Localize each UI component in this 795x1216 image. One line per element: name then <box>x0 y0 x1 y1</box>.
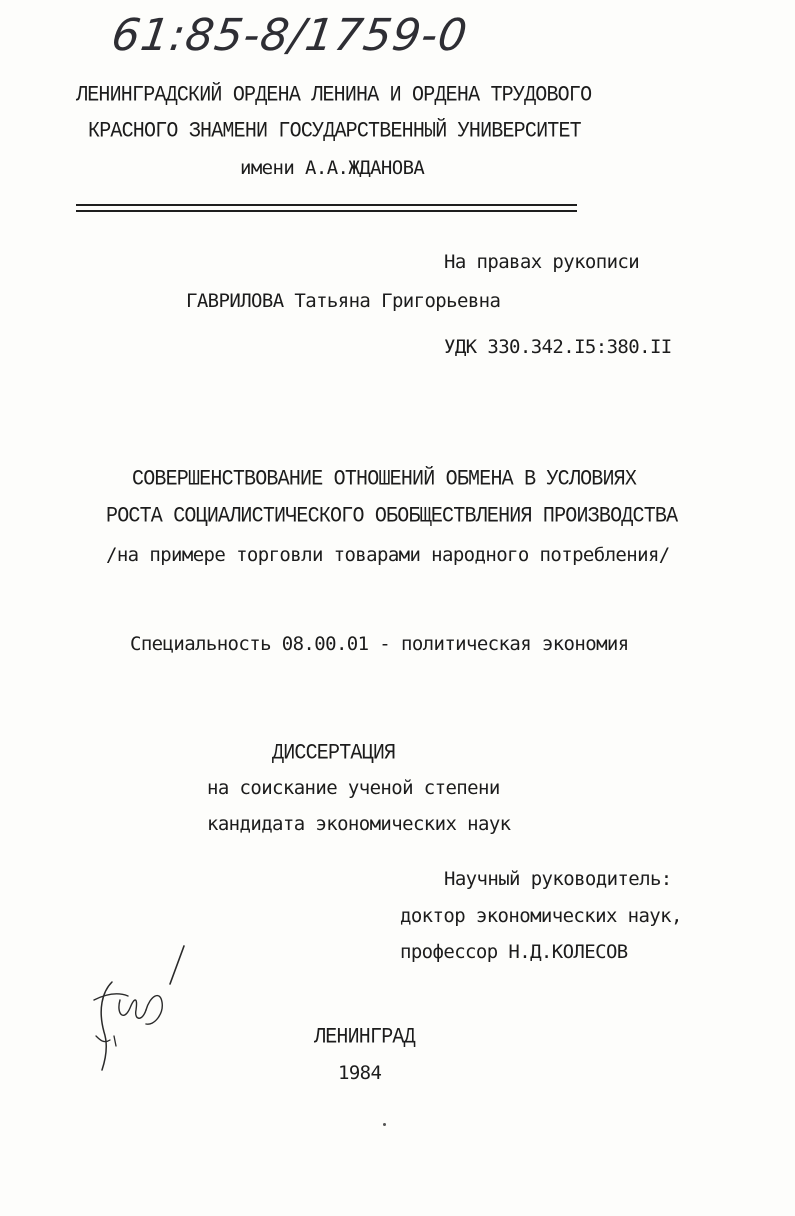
paper-speck <box>383 1123 386 1126</box>
title-subtitle: /на примере торговли товарами народного потребления/ <box>106 544 670 566</box>
handwritten-signature <box>84 940 204 1080</box>
header-rule-top <box>76 204 577 206</box>
supervisor-label: Научный руководитель: <box>444 868 672 890</box>
dissertation-degree-line-2: кандидата экономических наук <box>207 813 511 835</box>
year: 1984 <box>338 1062 382 1084</box>
header-rule-bottom <box>76 210 577 212</box>
title-line-2: РОСТА СОЦИАЛИСТИЧЕСКОГО ОБОБЩЕСТВЛЕНИЯ ПРОИЗВОДСТВА <box>106 503 678 530</box>
author-name: ГАВРИЛОВА Татьяна Григорьевна <box>186 290 501 312</box>
dissertation-heading: ДИССЕРТАЦИЯ <box>272 740 396 767</box>
specialty: Специальность 08.00.01 - политическая экономия <box>130 633 629 655</box>
udk-code: УДК 330.342.I5:380.II <box>444 336 672 358</box>
institution-line-3: имени А.А.ЖДАНОВА <box>240 157 425 179</box>
title-line-1: СОВЕРШЕНСТВОВАНИЕ ОТНОШЕНИЙ ОБМЕНА В УСЛОВИЯХ <box>132 466 637 493</box>
supervisor-name: профессор Н.Д.КОЛЕСОВ <box>400 941 628 963</box>
institution-line-1: ЛЕНИНГРАДСКИЙ ОРДЕНА ЛЕНИНА И ОРДЕНА ТРУДОВОГО <box>76 82 592 109</box>
dissertation-degree-line-1: на соискание ученой степени <box>207 777 500 799</box>
handwritten-archive-number: 61:85-8/1759-0 <box>108 10 471 61</box>
city: ЛЕНИНГРАД <box>314 1024 415 1051</box>
supervisor-degree: доктор экономических наук, <box>400 905 682 927</box>
institution-line-2: КРАСНОГО ЗНАМЕНИ ГОСУДАРСТВЕННЫЙ УНИВЕРСИТЕТ <box>88 118 581 145</box>
rights-note: На правах рукописи <box>444 251 640 273</box>
